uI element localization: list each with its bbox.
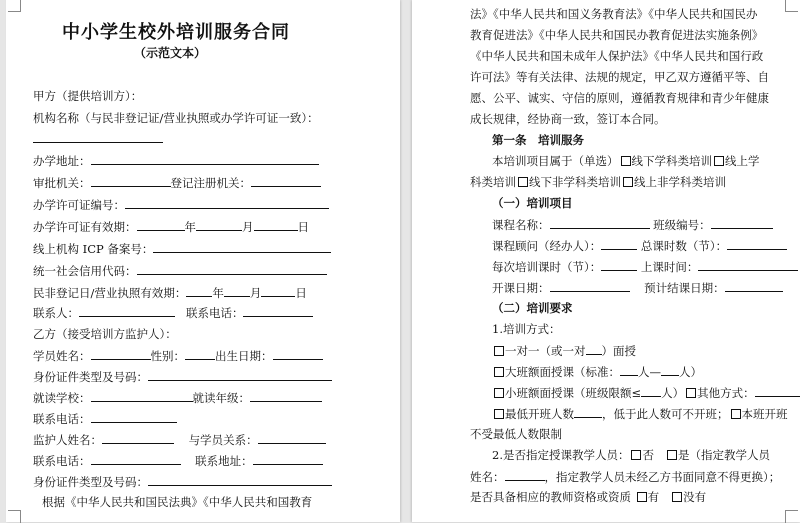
legal-basis-p1: 法》《中华人民共和国义务教育法》《中华人民共和国民办 <box>470 7 758 21</box>
other-mode-field[interactable] <box>755 384 800 397</box>
end-date-label: 预计结课日期： <box>644 281 725 295</box>
checkbox[interactable] <box>621 156 631 166</box>
total-hours-field[interactable] <box>727 237 787 250</box>
consultant-field[interactable] <box>601 237 637 250</box>
approval-authority-label: 审批机关： <box>33 176 91 190</box>
large-class-max-field[interactable] <box>661 363 679 376</box>
teacher-name-field[interactable] <box>505 468 545 481</box>
contact-phone-label: 联系电话： <box>185 306 244 320</box>
checkbox[interactable] <box>494 409 504 419</box>
teacher-row <box>492 447 770 463</box>
contract-subtitle: （示范文本） <box>134 46 207 60</box>
option-label: 科类培训 <box>470 175 516 189</box>
option-label: 是（指定教学人员 <box>677 448 770 462</box>
checkbox[interactable] <box>518 177 528 187</box>
checkbox[interactable] <box>631 450 641 460</box>
contact-phone-field[interactable] <box>243 304 313 317</box>
item-type-row-2 <box>470 174 726 190</box>
teacher-name-label: 姓名： <box>470 470 505 484</box>
credit-code-label: 统一社会信用代码： <box>33 264 137 278</box>
permit-number-label: 办学许可证编号： <box>33 198 125 212</box>
legal-basis-p2: 教育促进法》《中华人民共和国民办教育促进法实施条例》 <box>470 28 764 42</box>
relation-label: 与学员关系： <box>188 433 258 447</box>
approval-authority-field[interactable] <box>91 174 171 187</box>
checkbox[interactable] <box>714 156 724 166</box>
birth-date-field[interactable] <box>273 347 323 360</box>
year-field[interactable] <box>186 284 212 297</box>
permit-validity-label: 办学许可证有效期： <box>33 220 137 234</box>
legal-basis-line: 根据《中华人民共和国民法典》《中华人民共和国教育 <box>42 495 313 509</box>
crop-mark <box>785 510 798 523</box>
student-row <box>33 347 323 364</box>
option-label: 大班额面授课（标准： <box>505 365 620 379</box>
credit-code-row <box>33 262 327 279</box>
office-address-label: 办学地址： <box>33 154 91 168</box>
guardian-address-label: 联系地址： <box>195 454 253 468</box>
office-address-field[interactable] <box>91 152 319 165</box>
checkbox[interactable] <box>623 177 633 187</box>
checkbox[interactable] <box>731 409 741 419</box>
year-field[interactable] <box>137 218 185 231</box>
guardian-contact-row <box>33 452 323 469</box>
teacher-name-row <box>470 468 780 485</box>
option-label: ，低于此人数可不开班； <box>602 407 729 421</box>
student-id-label: 身份证件类型及号码： <box>33 370 148 384</box>
checkbox[interactable] <box>494 388 504 398</box>
gender-label: 性别： <box>150 349 185 363</box>
crop-mark <box>8 0 21 12</box>
option-label: 本班开班 <box>741 407 788 421</box>
authority-row <box>33 174 321 191</box>
permit-validity-row <box>33 218 309 235</box>
party-a-label: 甲方（提供培训方）： <box>33 89 143 103</box>
session-row <box>492 258 798 275</box>
option-label: 人） <box>661 386 685 400</box>
option-label: 小班额面授课（班级限额≤ <box>505 386 642 400</box>
checkbox[interactable] <box>672 492 682 502</box>
credit-code-field[interactable] <box>137 262 327 275</box>
option-label: 否 <box>642 448 654 462</box>
icp-field[interactable] <box>153 240 331 253</box>
guardian-name-field[interactable] <box>102 431 174 444</box>
small-class-field[interactable] <box>641 384 661 397</box>
no-min-cont: 不受最低人数限制 <box>470 427 562 441</box>
guardian-id-label: 身份证件类型及号码： <box>33 475 148 489</box>
grade-label: 就读年级： <box>192 391 250 405</box>
legal-basis-p6: 成长规律，经协商一致，签订本合同。 <box>470 112 666 126</box>
contact-person-field[interactable] <box>79 304 175 317</box>
mode-label: 1.培训方式： <box>492 322 561 336</box>
option-label: 线上学 <box>725 154 760 168</box>
hours-per-session-field[interactable] <box>601 258 637 271</box>
icp-row <box>33 240 331 257</box>
student-phone-field[interactable] <box>91 410 177 423</box>
course-name-field[interactable] <box>550 216 650 229</box>
contact-person-label: 联系人： <box>33 306 79 320</box>
relation-field[interactable] <box>258 431 326 444</box>
date-row <box>492 279 783 296</box>
day-field[interactable] <box>254 218 298 231</box>
year-label: 年 <box>212 286 224 300</box>
guardian-row <box>33 431 326 448</box>
option-label: 最低开班人数 <box>505 407 574 421</box>
option-label: 线上非学科类培训 <box>634 175 726 189</box>
class-number-label: 班级编号： <box>653 218 711 232</box>
month-label: 月 <box>242 220 254 234</box>
start-date-label: 开课日期： <box>492 281 550 295</box>
large-class-min-field[interactable] <box>620 363 638 376</box>
student-name-label: 学员姓名： <box>33 349 91 363</box>
option-label: 人— <box>638 365 661 379</box>
guardian-name-label: 监护人姓名： <box>33 433 102 447</box>
section-2-heading: （二）培训要求 <box>492 301 573 315</box>
option-label-end: 人） <box>679 365 702 379</box>
org-name-label: 机构名称（与民非登记证/营业执照或办学许可证一致）： <box>33 111 319 125</box>
qualification-row <box>470 489 706 505</box>
section-1-heading: （一）培训项目 <box>492 196 573 210</box>
guardian-id-row <box>33 473 332 490</box>
option-label: 有 <box>647 490 660 504</box>
student-name-field[interactable] <box>91 347 151 360</box>
school-field[interactable] <box>91 389 193 402</box>
hours-per-session-label: 每次培训课时（节）： <box>492 260 602 274</box>
school-row <box>33 389 322 406</box>
day-label: 日 <box>295 286 307 300</box>
guardian-phone-field[interactable] <box>91 452 181 465</box>
guardian-address-field[interactable] <box>253 452 323 465</box>
legal-basis-p5: 愿、公平、诚实、守信的原则，遵循教育规律和青少年健康 <box>470 91 769 105</box>
day-field[interactable] <box>261 284 295 297</box>
license-validity-row <box>33 284 307 301</box>
crop-mark <box>8 510 21 523</box>
one-on-one-field[interactable] <box>586 342 602 355</box>
large-class-row <box>492 363 702 380</box>
option-label-end: ）面授 <box>601 344 636 358</box>
birth-date-label: 出生日期： <box>215 349 273 363</box>
checkbox[interactable] <box>494 346 504 356</box>
end-date-field[interactable] <box>725 279 783 292</box>
contact-row <box>33 304 313 321</box>
party-b-label: 乙方（接受培训方监护人）： <box>33 327 177 341</box>
item-type-row <box>492 153 760 169</box>
class-time-field[interactable] <box>698 258 798 271</box>
class-number-field[interactable] <box>711 216 773 229</box>
year-label: 年 <box>184 220 196 234</box>
checkbox[interactable] <box>494 367 504 377</box>
day-label: 日 <box>297 220 309 234</box>
school-label: 就读学校： <box>33 391 91 405</box>
icp-label: 线上机构 ICP 备案号： <box>33 242 154 256</box>
other-mode-label: 其他方式： <box>697 386 755 400</box>
legal-basis-p4: 许可法》等有关法律、法规的规定，甲乙双方遵循平等、自 <box>470 70 769 84</box>
license-validity-label: 民非登记日/营业执照有效期： <box>33 286 187 300</box>
one-on-one-row <box>492 342 636 359</box>
student-id-field[interactable] <box>148 368 332 381</box>
option-label: 线下学科类培训 <box>631 154 712 168</box>
legal-basis-p3: 《中华人民共和国未成年人保护法》《中华人民共和国行政 <box>470 49 764 63</box>
option-label: 一对一（或一对 <box>505 344 586 358</box>
min-enroll-field[interactable] <box>574 405 602 418</box>
gender-field[interactable] <box>185 347 215 360</box>
month-label: 月 <box>249 286 262 300</box>
small-class-row <box>492 384 800 401</box>
month-field[interactable] <box>196 218 242 231</box>
article-1-heading: 第一条 培训服务 <box>492 133 584 147</box>
contract-title: 中小学生校外培训服务合同 <box>62 22 290 43</box>
teacher-designated-label: 2.是否指定授课教学人员： <box>492 448 630 462</box>
permit-number-field[interactable] <box>125 196 329 209</box>
start-date-field[interactable] <box>550 279 630 292</box>
consultant-row <box>492 237 787 254</box>
checkbox[interactable] <box>686 388 696 398</box>
qualification-label: 是否具备相应的教师资格或资质 <box>470 490 631 504</box>
course-name-label: 课程名称： <box>492 218 550 232</box>
guardian-phone-label: 联系电话： <box>33 454 91 468</box>
office-address-row <box>33 152 319 169</box>
total-hours-label: 总课时数（节）： <box>640 239 728 253</box>
checkbox[interactable] <box>667 450 677 460</box>
guardian-id-field[interactable] <box>148 473 332 486</box>
permit-number-row <box>33 196 329 213</box>
teacher-name-text: ，指定教学人员未经乙方书面同意不得更换）； <box>544 470 781 484</box>
month-field[interactable] <box>224 284 250 297</box>
checkbox[interactable] <box>637 492 647 502</box>
right-page <box>412 0 800 522</box>
student-phone-row <box>33 410 177 427</box>
class-time-label: 上课时间： <box>640 260 699 274</box>
registration-authority-label: 登记注册机关： <box>170 176 251 190</box>
student-phone-label: 联系电话： <box>33 412 91 426</box>
student-id-row <box>33 368 332 385</box>
left-page <box>6 0 400 522</box>
min-enroll-row <box>492 405 788 422</box>
option-label: 线下非学科类培训 <box>529 175 621 189</box>
consultant-label: 课程顾问（经办人）： <box>492 239 602 253</box>
option-label: 没有 <box>683 490 707 504</box>
registration-authority-field[interactable] <box>251 174 321 187</box>
crop-mark <box>785 0 798 12</box>
grade-field[interactable] <box>250 389 322 402</box>
item-type-label: 本培训项目属于（单选） <box>492 154 619 168</box>
org-name-field[interactable] <box>33 130 163 147</box>
course-row <box>492 216 773 233</box>
